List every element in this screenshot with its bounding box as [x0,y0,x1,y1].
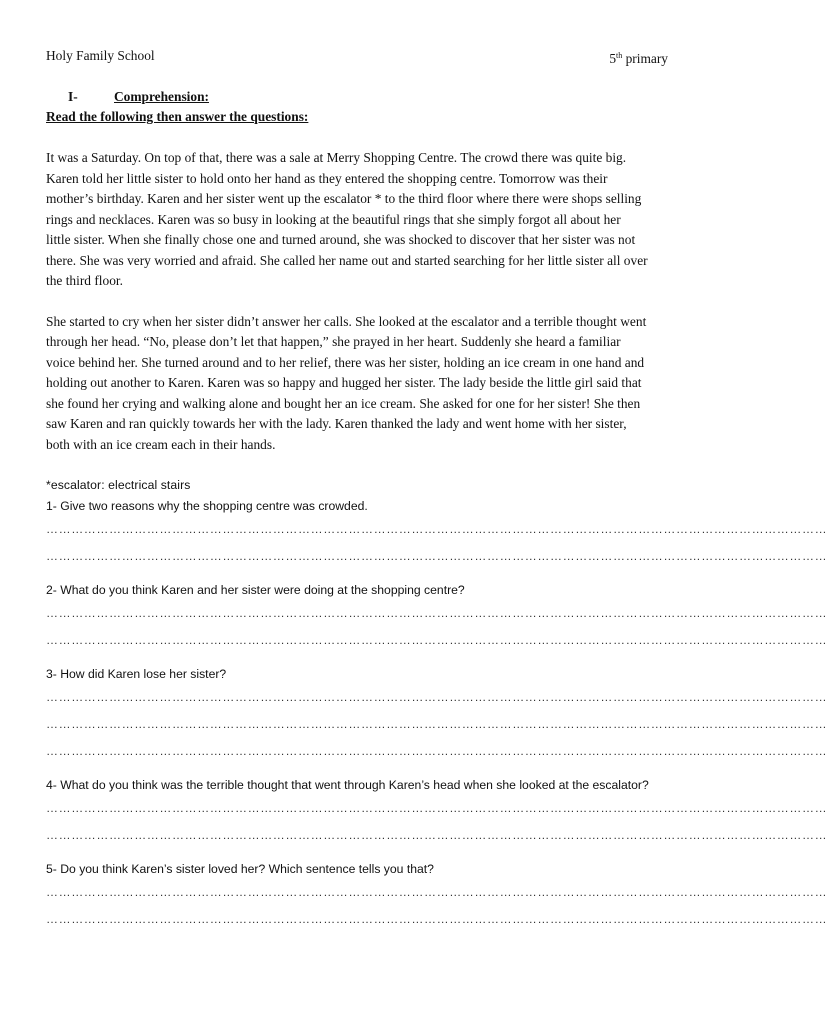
answer-line[interactable]: …………………………………………………………………………………………………………………………………………………………………… [46,549,827,563]
passage-line: voice behind her. She turned around and to her relief, there was her sister, holding an ice cream in one hand and [46,354,645,370]
question-1 [46,496,827,570]
passage-paragraph-1 [46,148,726,292]
answer-line[interactable]: …………………………………………………………………………………………………………………………………………………………………… [46,522,827,536]
escalator-footnote: *escalator: electrical stairs [46,478,191,492]
question-text: 2- What do you think Karen and her sister were doing at the shopping centre? [46,583,465,597]
section-number: I- [68,89,78,104]
passage-paragraph-2 [46,312,726,456]
page-header [46,47,668,68]
instructions: Read the following then answer the questions: [46,109,309,124]
passage-line: rings and necklaces. Karen was so busy in looking at the beautiful rings that she simply forgot all about her [46,211,621,227]
question-2 [46,580,827,654]
answer-line[interactable]: …………………………………………………………………………………………………………………………………………………………………… [46,606,827,620]
question-text: 3- How did Karen lose her sister? [46,667,227,681]
grade-suffix: th [616,51,623,60]
answer-line[interactable]: …………………………………………………………………………………………………………………………………………………………………… [46,828,827,842]
passage-line: there. She was very worried and afraid. She called her name out and started searching for her little sister all over [46,252,648,268]
passage-line: Karen told her little sister to hold onto her hand as they entered the shopping centre. Tomorrow was their [46,170,608,186]
passage-line: mother’s birthday. Karen and her sister went up the escalator * to the third floor where there were shops selling [46,191,642,206]
answer-line[interactable]: …………………………………………………………………………………………………………………………………………………………………… [46,690,827,704]
section-title: Comprehension: [114,89,209,104]
question-text: 4- What do you think was the terrible thought that went through Karen’s head when she looked at the escalator? [46,778,649,792]
question-list [46,496,827,933]
question-text: 5- Do you think Karen’s sister loved her? Which sentence tells you that? [46,862,434,876]
question-4 [46,775,827,849]
passage-line: It was a Saturday. On top of that, there was a sale at Merry Shopping Centre. The crowd there was quite big. [46,150,627,165]
answer-line[interactable]: …………………………………………………………………………………………………………………………………………………………………… [46,912,827,926]
grade-level [609,47,668,68]
question-text: 1- Give two reasons why the shopping centre was crowded. [46,499,368,513]
answer-line[interactable]: …………………………………………………………………………………………………………………………………………………………………… [46,717,827,731]
passage-line: holding out another to Karen. Karen was so happy and hugged her sister. The lady beside the little girl said that [46,375,642,390]
grade-number: 5 [609,51,617,66]
reading-passage [46,148,726,475]
answer-line[interactable]: …………………………………………………………………………………………………………………………………………………………………… [46,744,827,758]
passage-line: through her head. “No, please don’t let that happen,” she prayed in her heart. Suddenly she heard a familiar [46,334,621,349]
passage-line: saw Karen and ran quickly towards her with the lady. Karen thanked the lady and went home with her sister, [46,416,627,431]
passage-line: she found her crying and walking alone and bought her an ice cream. She asked for one for her sister! She then [46,395,641,411]
school-name: Holy Family School [46,48,155,63]
question-5 [46,859,827,933]
passage-line: She started to cry when her sister didn’t answer her calls. She looked at the escalator and a terrible thought went [46,313,647,329]
passage-line: the third floor. [46,273,123,288]
grade-label: primary [622,51,668,66]
answer-line[interactable]: …………………………………………………………………………………………………………………………………………………………………… [46,633,827,647]
answer-line[interactable]: …………………………………………………………………………………………………………………………………………………………………… [46,801,827,815]
passage-line: little sister. When she finally chose one and turned around, she was shocked to discover that her sister was not [46,232,636,247]
question-3 [46,664,827,765]
answer-line[interactable]: …………………………………………………………………………………………………………………………………………………………………… [46,885,827,899]
passage-line: both with an ice cream each in their hands. [46,436,276,452]
section-heading [68,88,209,106]
